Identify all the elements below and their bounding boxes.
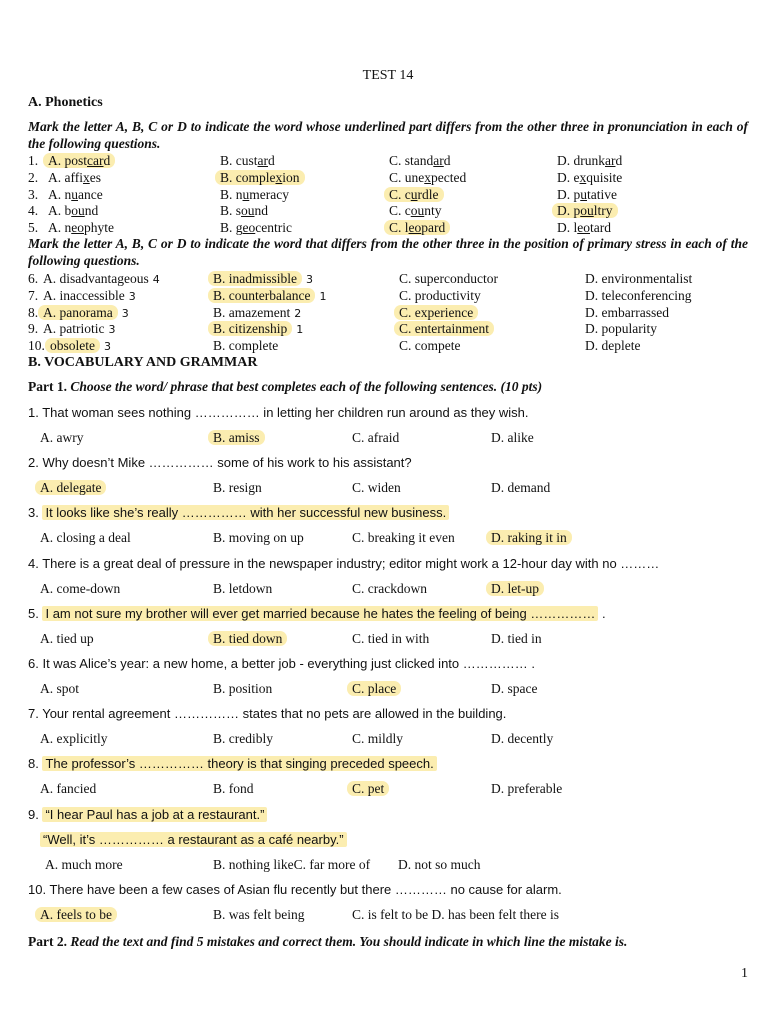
part2-heading [28,934,627,950]
highlighted-answer: C. place [347,681,401,696]
word-part: phyte [84,220,114,236]
answer-option [213,581,272,597]
option-text: B. resign [213,480,262,496]
word-part: pected [431,169,467,185]
underlined-part: eo [242,220,256,236]
phonetics-instruction-2: Mark the letter A, B, C or D to indicate the word that differs from the other three in the position of primary stress in each of the following questions. [28,236,748,268]
stress-count-note: 2 [294,306,302,320]
highlighted-stem: “I hear Paul has a job at a restaurant.” [42,807,267,822]
option-text: C. mildly [352,731,404,747]
vocabulary-heading: B. VOCABULARY AND GRAMMAR [28,355,258,370]
option-text: D. environmentalist [585,271,693,286]
highlighted-answer: C. experience [394,305,478,320]
option-c [399,338,460,354]
option-d [557,170,622,186]
option-d [585,321,657,337]
phonetics-heading: A. Phonetics [28,95,103,110]
option-a [50,338,111,355]
option-text: B. amazement [213,304,291,320]
part2-instruction: Read the text and find 5 mistakes and correct them. You should indicate in which line the mistake is. [70,934,628,949]
option-text: C. widen [352,480,401,496]
answer-option [40,781,96,797]
part1-instruction: Choose the word/ phrase that best completes each of the following sentences. (10 pts) [70,379,543,394]
option-text [557,220,611,235]
word-part: nty [424,203,442,219]
highlighted-answer: B. inadmissible [208,271,302,286]
question-number: 6. [28,271,39,286]
underlined-part: u [71,186,78,202]
option-a [48,170,101,186]
highlighted-answer [552,203,618,218]
answer-option [213,631,287,647]
word-part: meracy [249,186,289,202]
answer-option [213,430,265,446]
option-text [389,153,451,168]
word-part: ance [78,186,103,202]
highlighted-answer: B. tied down [208,631,287,646]
option-text: C. productivity [399,287,481,303]
word-part: A. n [48,220,72,236]
stress-count-note: 3 [306,273,313,286]
option-text [389,203,442,218]
stem-suffix: . [598,605,606,621]
word-part: B. comple [220,169,276,185]
option-text: D. space [491,681,538,696]
stress-count-note: 3 [128,289,136,303]
word-part: d [443,153,451,168]
answer-option [40,631,94,647]
option-text: A. fancied [40,781,97,797]
answer-option [213,781,254,797]
answer-option [491,530,572,546]
question-stem [28,706,506,722]
underlined-part: u [410,186,418,202]
stem-text: 7. Your rental agreement …………… states that no pets are allowed in the building. [28,706,507,722]
option-c [389,170,466,186]
question-stem [28,505,449,521]
word-part: d [268,153,275,168]
option-a [43,288,136,305]
option-d [557,203,618,219]
highlighted-stem: It looks like she’s really …………… with her successful new business. [42,505,449,520]
option-b [220,187,289,203]
underlined-part: ar [257,153,269,168]
option-text: D. not so much [398,856,481,872]
underlined-part: u [242,186,250,202]
option-text [48,187,103,202]
stress-count-note: 3 [121,306,129,320]
highlighted-stem: I am not sure my brother will ever get married because he hates the feeling of being …………… [42,606,598,621]
highlighted-answer [384,220,450,235]
answer-option [213,857,370,873]
option-c [389,187,444,203]
option-a [48,153,115,169]
stress-count-note: 1 [319,289,327,303]
question-stem [28,556,659,572]
answer-option [491,681,537,697]
word-part: nd [254,203,269,219]
word-part: D. drunk [557,153,605,168]
word-part: B. cust [220,153,258,168]
stem-text: 4. There is a great deal of pressure in the newspaper industry; editor might work a 12-hour day with no ……… [28,555,660,571]
word-part: centric [255,220,292,236]
question-number: 1. [28,153,39,168]
stress-count-note: 3 [108,323,116,337]
stress-count-note: 3 [104,340,111,354]
option-text: C. afraid [352,430,400,445]
highlighted-answer: B. amiss [208,430,265,445]
option-text: C. compete [399,338,461,354]
option-text: D. demand [491,480,551,496]
option-text: B. nothing likeC. far more of [213,856,371,872]
option-d [585,271,692,287]
highlighted-answer: obsolete [45,338,100,353]
option-b [220,203,268,219]
option-text [220,187,289,202]
question-number: 10. [28,338,45,354]
option-c [389,203,442,219]
underlined-part: x [424,169,431,185]
highlighted-answer: B. citizenship [208,321,292,336]
word-part: d [615,153,623,168]
option-text: D. teleconferencing [585,287,692,303]
underlined-part: car [87,153,104,168]
option-text: B. position [213,681,273,696]
answer-option [352,480,401,496]
word-part: A. affi [48,169,83,185]
underlined-part: ou [241,203,255,219]
highlighted-answer: D. let-up [486,581,544,596]
option-text [220,153,275,168]
stem-text: 10. There have been a few cases of Asian flu recently but there ………… no cause for alarm. [28,881,562,897]
option-text: D. deplete [585,338,641,354]
option-c [399,271,498,287]
option-d [557,153,622,169]
word-part: C. c [389,203,411,219]
option-text: A. much more [45,856,123,872]
question-number: 7. [28,287,39,303]
option-text: B. moving on up [213,530,304,546]
stem-text: 1. That woman sees nothing …………… in letting her children run around as they wish. [28,405,529,420]
option-text: A. inaccessible [43,287,125,303]
stem-text: 6. It was Alice’s year: a new home, a better job - everything just clicked into …………… . [28,656,535,671]
option-d [585,288,691,304]
word-part: D. e [557,169,580,185]
answer-option [491,631,542,647]
answer-option [352,907,559,923]
answer-option [491,731,553,747]
underlined-part: ou [71,203,85,219]
option-text: A. closing a deal [40,530,131,546]
word-part: C. c [389,186,411,202]
option-text: A. patriotic [43,321,105,337]
answer-option [40,430,84,446]
option-text: A. awry [40,430,84,445]
word-part: nd [84,203,99,219]
option-d [585,338,640,354]
option-text: C. breaking it even [352,530,455,546]
stem-text: 2. Why doesn’t Mike …………… some of his work to his assistant? [28,455,412,471]
word-part: C. l [389,220,409,236]
option-a [43,271,160,288]
word-part: A. b [48,203,72,219]
highlighted-answer: A. panorama [38,305,118,320]
option-b [213,305,301,322]
word-part: A. post [48,153,88,168]
word-part: ltry [593,203,613,219]
underlined-part: ar [433,153,444,168]
answer-option [40,530,131,546]
word-part: d [103,153,111,168]
option-a [48,203,98,219]
option-b [213,271,313,288]
question-stem [28,807,267,823]
word-part: D. l [557,220,578,236]
option-c [389,220,450,236]
underlined-part: eo [71,220,84,236]
option-a [43,321,115,338]
word-part: B. s [220,203,242,219]
stress-count-note: 4 [152,273,160,286]
answer-option [213,681,272,697]
question-number: 5. [28,220,39,236]
option-text [220,220,292,235]
question-number: 3. [28,186,39,202]
answer-option [213,480,262,496]
option-text [48,203,98,218]
highlighted-answer: C. pet [347,781,389,796]
answer-option [213,907,304,923]
option-text: C. is felt to be D. has been felt there is [352,906,559,922]
answer-option [213,731,273,747]
option-b [213,338,278,354]
highlighted-answer: A. delegate [35,480,106,495]
question-number: 4. [28,203,39,219]
option-c [399,321,494,337]
option-text: D. tied in [491,630,542,646]
option-text: B. letdown [213,580,273,596]
highlighted-answer: C. entertainment [394,321,494,336]
option-d [585,305,669,321]
question-stem [28,656,535,672]
question-stem [28,756,437,772]
word-part: ion [282,169,300,185]
page-number: 1 [741,966,748,981]
part2-label: Part 2. [28,934,67,949]
word-part: B. g [220,220,243,236]
option-text [389,170,466,185]
option-b [220,220,292,236]
word-part: D. p [557,203,581,219]
phonetics-instruction-1: Mark the letter A, B, C or D to indicate the word whose underlined part differs from the other three in pronunciation in each of the following questions. [28,119,748,151]
option-text: B. complete [213,338,279,354]
word-part: A. n [48,186,72,202]
question-number: 8. [28,304,39,320]
answer-option [352,731,403,747]
question-stem [28,455,412,471]
option-text: C. crackdown [352,580,427,596]
answer-option [352,530,455,546]
answer-option [491,480,550,496]
highlighted-answer: A. feels to be [35,907,117,922]
word-part: C. stand [389,153,434,168]
option-text: A. spot [40,681,80,696]
answer-option [491,781,562,797]
word-part: D. p [557,186,581,202]
option-text [557,170,622,185]
word-part: quisite [586,169,623,185]
option-c [389,153,451,169]
highlighted-answer [384,187,444,202]
option-text [557,187,617,202]
answer-option [40,581,120,597]
word-part: C. une [389,169,425,185]
option-b [213,321,303,338]
word-part: B. n [220,186,243,202]
question-stem [28,405,529,421]
highlighted-answer [43,153,115,168]
option-c [399,288,481,304]
option-b [220,153,275,169]
word-part: tative [587,186,617,202]
option-c [399,305,478,321]
underlined-part: ou [410,203,425,219]
option-text [557,153,622,168]
option-d [557,220,611,236]
part1-heading [28,379,542,395]
stem-number: 3. [28,505,43,521]
answer-option [40,480,106,496]
option-b [220,170,305,186]
underlined-part: x [275,169,283,185]
question-stem [28,606,606,622]
question-number: 2. [28,169,39,185]
stem-number: 5. [28,605,43,621]
option-text [48,170,101,185]
answer-option [40,731,108,747]
option-text: D. popularity [585,321,657,337]
question-stem-line2 [40,832,347,848]
option-text: D. decently [491,731,554,747]
option-text: A. explicitly [40,731,108,747]
stem-number: 9. [28,806,43,822]
answer-option [491,581,544,597]
part1-label: Part 1. [28,379,67,394]
highlighted-stem: The professor’s …………… theory is that singing preceded speech. [42,756,436,771]
answer-option [40,681,79,697]
option-a [48,187,103,203]
word-part: rdle [417,186,439,202]
highlighted-answer: D. raking it in [486,530,572,545]
option-a [48,220,114,236]
question-number: 9. [28,321,39,337]
option-text: A. come-down [40,580,121,596]
underlined-part: x [83,169,90,185]
word-part: tard [590,220,611,236]
highlighted-answer [215,170,305,185]
option-text: C. tied in with [352,630,430,646]
option-text: A. disadvantageous [43,271,149,286]
underlined-part: x [579,169,587,185]
option-text: B. credibly [213,731,273,747]
answer-option [398,857,481,873]
word-part: pard [421,220,446,236]
underlined-part: ar [605,153,616,168]
answer-option [491,430,534,446]
underlined-part: eo [577,220,590,236]
word-part: es [89,169,101,185]
answer-option [352,781,389,797]
stem-number: 8. [28,756,43,772]
option-text [220,203,268,218]
option-text: D. preferable [491,781,563,797]
answer-option [213,530,304,546]
option-a [43,305,129,322]
option-text: D. alike [491,430,534,445]
underlined-part: ou [580,203,594,219]
answer-option [352,681,401,697]
option-text: D. embarrassed [585,304,669,320]
question-stem [28,882,562,898]
stress-count-note: 1 [296,323,304,337]
test-title: TEST 14 [362,68,414,83]
answer-option [352,430,399,446]
option-b [213,288,326,305]
answer-option [352,631,429,647]
option-d [557,187,617,203]
underlined-part: eo [408,220,422,236]
underlined-part: u [580,186,587,202]
answer-option [40,907,117,923]
highlighted-answer: B. counterbalance [208,288,315,303]
option-text: B. fond [213,781,254,797]
option-text: B. was felt being [213,906,305,922]
option-text: A. tied up [40,630,94,646]
answer-option [352,581,427,597]
highlighted-stem: “Well, it’s …………… a restaurant as a café nearby.” [40,832,347,847]
option-text [48,220,114,235]
answer-option [45,857,123,873]
option-text: C. superconductor [399,271,498,286]
